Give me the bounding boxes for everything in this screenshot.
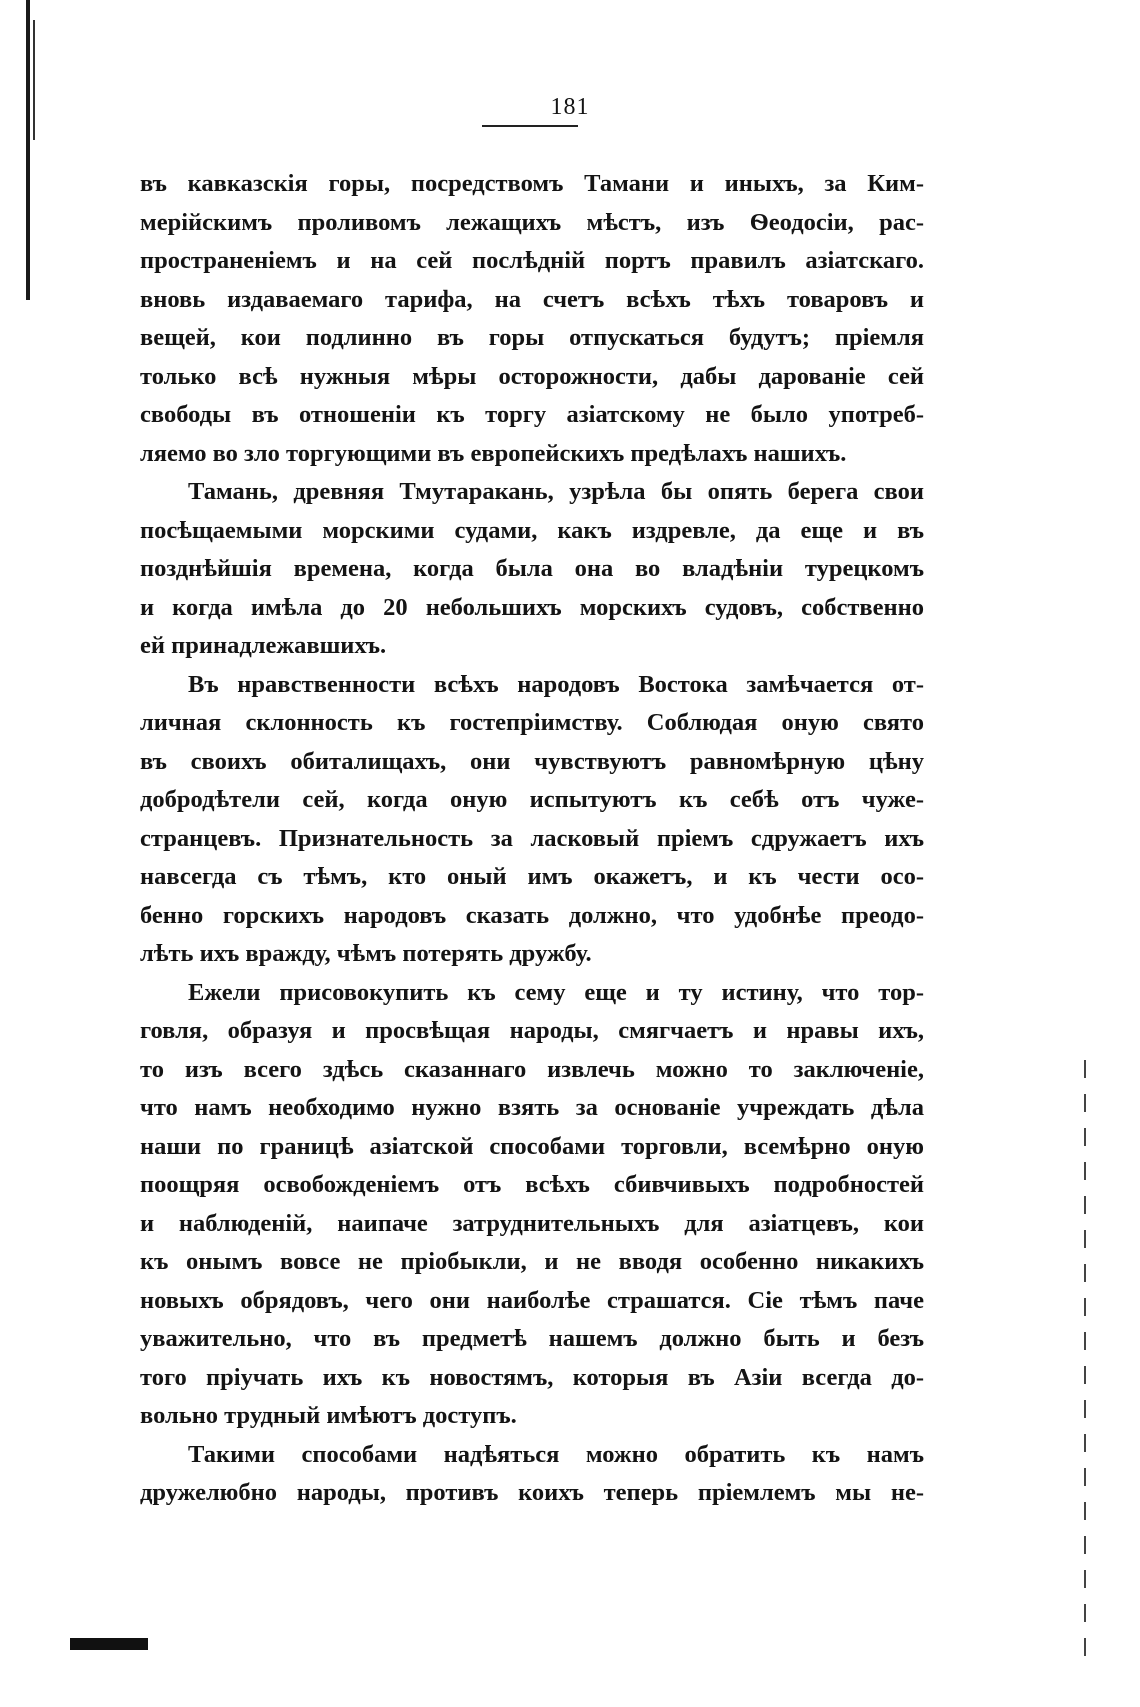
text-line: посѣщаемыми морскими судами, какъ издревле, да еще и въ	[140, 516, 924, 544]
text-line: навсегда съ тѣмъ, кто оный имъ окажетъ, и къ чести осо-	[140, 863, 924, 890]
text-line: ей принадлежавшихъ.	[140, 632, 387, 659]
text-line: вольно трудный имѣютъ доступъ.	[140, 1402, 517, 1429]
text-line: личная склонность къ гостепріимству. Соблюдая оную свято	[140, 709, 924, 736]
text-line: Ежели присовокупить къ сему еще и ту истину, что тор-	[188, 978, 924, 1006]
text-line: странцевъ. Признательность за ласковый пріемъ сдружаетъ ихъ	[140, 824, 924, 852]
text-line: въ кавказскія горы, посредствомъ Тамани и иныхъ, за Ким-	[140, 170, 924, 197]
text-line: новыхъ обрядовъ, чего они наиболѣе страшатся. Сіе тѣмъ паче	[140, 1286, 924, 1314]
text-line: лѣть ихъ вражду, чѣмъ потерять дружбу.	[140, 940, 592, 967]
scan-edge-left	[26, 0, 30, 300]
text-line: Въ нравственности всѣхъ народовъ Востока замѣчается от-	[188, 670, 924, 698]
body-text	[140, 165, 924, 1513]
text-line: говля, образуя и просвѣщая народы, смягчаетъ и нравы ихъ,	[140, 1017, 924, 1044]
text-line: ляемо во зло торгующими въ европейскихъ предѣлахъ нашихъ.	[140, 439, 847, 467]
text-line: вновь издаваемаго тарифа, на счетъ всѣхъ тѣхъ товаровъ и	[140, 285, 924, 313]
scan-edge-right	[1084, 1060, 1086, 1660]
text-line: того пріучать ихъ къ новостямъ, которыя въ Азіи всегда до-	[140, 1363, 924, 1391]
text-line: и когда имѣла до 20 небольшихъ морскихъ судовъ, собственно	[140, 593, 924, 621]
text-line: пространеніемъ и на сей послѣдній портъ правилъ азіатскаго.	[140, 247, 924, 274]
text-line: Такими способами надѣяться можно обратить къ намъ	[188, 1440, 924, 1468]
text-line: добродѣтели сей, когда оную испытуютъ къ себѣ отъ чуже-	[140, 786, 924, 813]
text-line: позднѣйшія времена, когда была она во владѣніи турецкомъ	[140, 555, 924, 582]
text-line: что намъ необходимо нужно взять за основаніе учреждать дѣла	[140, 1094, 924, 1121]
page-number-rule	[482, 125, 578, 127]
text-line: и наблюденій, наипаче затруднительныхъ для азіатцевъ, кои	[140, 1209, 924, 1237]
text-line: бенно горскихъ народовъ сказать должно, что удобнѣе преодо-	[140, 901, 924, 929]
text-line: вещей, кои подлинно въ горы отпускаться будутъ; пріемля	[140, 324, 924, 351]
scan-edge-left-thin	[33, 20, 35, 140]
text-line: то изъ всего здѣсь сказаннаго извлечь можно то заключеніе,	[140, 1055, 924, 1083]
text-line: уважительно, что въ предметѣ нашемъ должно быть и безъ	[140, 1325, 924, 1352]
text-line: поощряя освобожденіемъ отъ всѣхъ сбивчивыхъ подробностей	[140, 1171, 924, 1198]
text-line: свободы въ отношеніи къ торгу азіатскому не было употреб-	[140, 401, 924, 428]
text-line: мерійскимъ проливомъ лежащихъ мѣстъ, изъ Ѳеодосіи, рас-	[140, 208, 924, 236]
text-line: въ своихъ обиталищахъ, они чувствуютъ равномѣрную цѣну	[140, 747, 924, 775]
text-line: дружелюбно народы, противъ коихъ теперь пріемлемъ мы не-	[140, 1479, 924, 1506]
text-line: къ онымъ вовсе не пріобыкли, и не вводя особенно никакихъ	[140, 1248, 924, 1275]
scan-corner-mark	[70, 1638, 148, 1650]
text-line: только всѣ нужныя мѣры осторожности, дабы дарованіе сей	[140, 362, 924, 390]
page-number: 181	[550, 94, 590, 120]
text-line: наши по границѣ азіатской способами торговли, всемѣрно оную	[140, 1132, 924, 1160]
text-line: Тамань, древняя Тмутаракань, узрѣла бы опять берега свои	[188, 478, 924, 505]
